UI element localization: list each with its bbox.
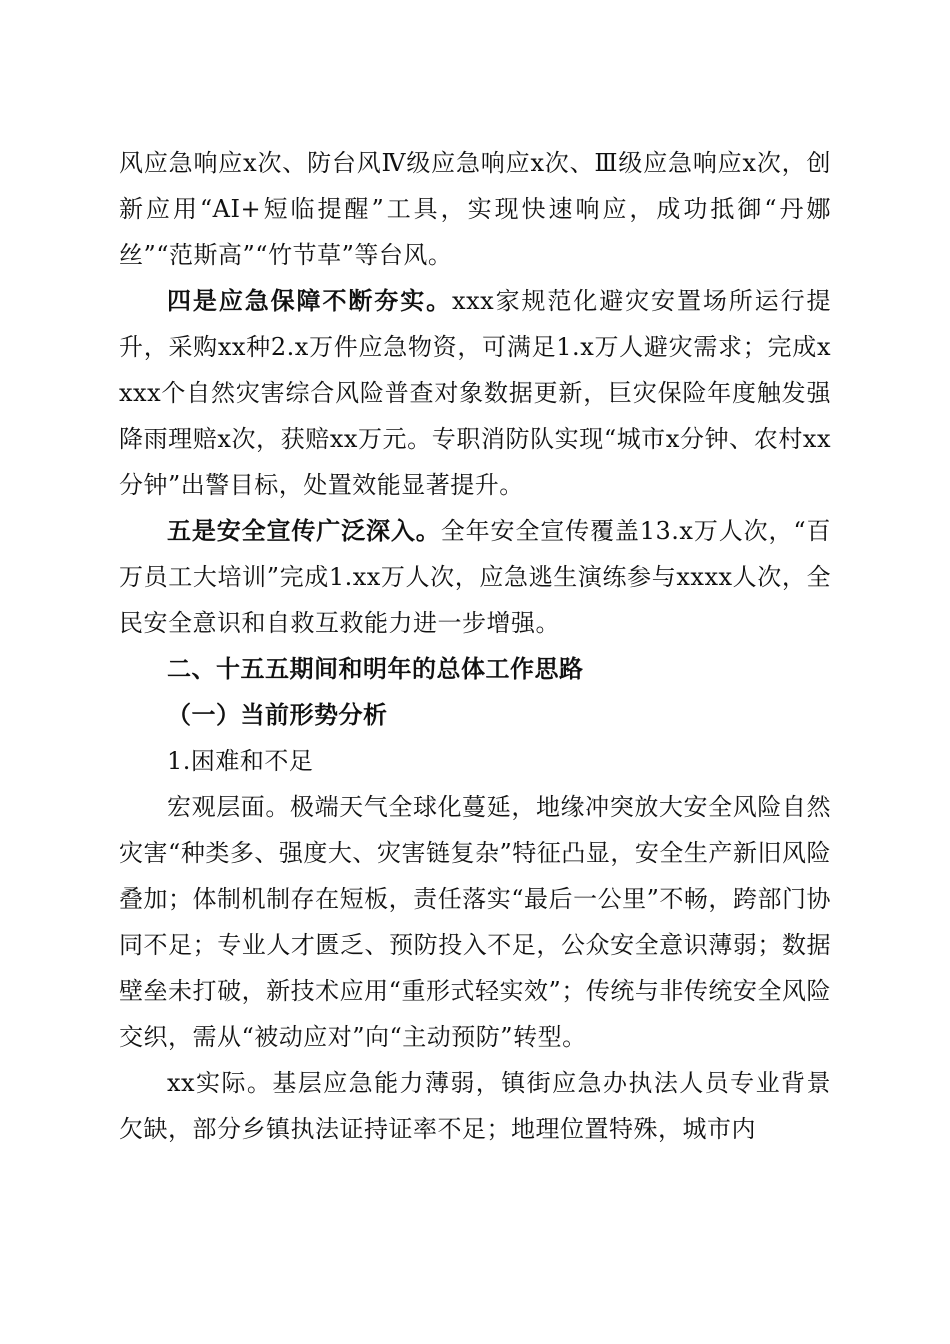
section-heading: 二、十五五期间和明年的总体工作思路 <box>167 655 584 683</box>
paragraph-typhoon-response: 风应急响应x次、防台风Ⅳ级应急响应x次、Ⅲ级应急响应x次，创新应用“AI+短临提醒”工具，实现快速响应，成功抵御“丹娜丝”“范斯高”“竹节草”等台风。 <box>119 149 831 269</box>
paragraph-lead-safety-publicity: 五是安全宣传广泛深入。 <box>167 516 441 545</box>
paragraph-body-safety-publicity: 全年安全宣传覆盖13.x万人次，“百万员工大培训”完成1.xx万人次，应急逃生演练参与xxxx人次，全民安全意识和自救互救能力进一步增强。 <box>119 517 831 637</box>
paragraph-macro-level: 宏观层面。极端天气全球化蔓延，地缘冲突放大安全风险自然灾害“种类多、强度大、灾害链复杂”特征凸显，安全生产新旧风险叠加；体制机制存在短板，责任落实“最后一公里”不畅，跨部门协同不足；专业人才匮乏、预防投入不足，公众安全意识薄弱；数据壁垒未打破，新技术应用“重形式轻实效”；传统与非传统安全风险交织，需从“被动应对”向“主动预防”转型。 <box>119 793 831 1051</box>
item-heading: 1.困难和不足 <box>167 747 314 775</box>
paragraph-safety-publicity <box>119 508 831 646</box>
document-body <box>119 140 831 1152</box>
subsection-heading: （一）当前形势分析 <box>167 701 388 729</box>
paragraph-emergency-support <box>119 278 831 508</box>
paragraph-body-emergency-support: xxx家规范化避灾安置场所运行提升，采购xx种2.x万件应急物资，可满足1.x万人避灾需求；完成xxxx个自然灾害综合风险普查对象数据更新，巨灾保险年度触发强降雨理赔x次，获赔xx万元。专职消防队实现“城市x分钟、农村xx分钟”出警目标，处置效能显著提升。 <box>119 287 832 499</box>
paragraph-lead-emergency-support: 四是应急保障不断夯实。 <box>167 286 453 315</box>
paragraph-local-reality: xx实际。基层应急能力薄弱，镇街应急办执法人员专业背景欠缺，部分乡镇执法证持证率不足；地理位置特殊，城市内 <box>119 1069 831 1143</box>
